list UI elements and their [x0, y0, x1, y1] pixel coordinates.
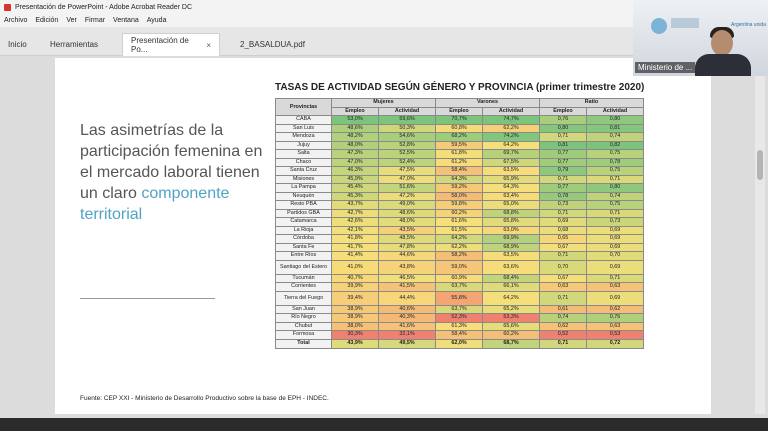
value-cell: 0,69 — [539, 218, 586, 227]
value-cell: 0,75 — [586, 201, 643, 210]
value-cell: 47,5% — [379, 167, 436, 176]
header-ratio-actividad: Actividad — [586, 107, 643, 116]
province-cell: Formosa — [276, 331, 332, 340]
tab-basaldua[interactable] — [232, 33, 313, 56]
participant-name: Ministerio de ... — [635, 62, 695, 73]
value-cell: 0,71 — [586, 274, 643, 283]
value-cell: 0,62 — [539, 322, 586, 331]
value-cell: 0,71 — [586, 175, 643, 184]
tab-presentacion[interactable] — [122, 33, 220, 56]
value-cell: 68,2% — [435, 133, 482, 142]
value-cell: 64,2% — [482, 141, 539, 150]
value-cell: 60,9% — [435, 274, 482, 283]
menu-archivo[interactable]: Archivo — [4, 17, 28, 24]
value-cell: 43,9% — [332, 339, 379, 348]
video-tile[interactable] — [633, 0, 768, 76]
value-cell: 60,8% — [435, 124, 482, 133]
value-cell: 43,8% — [379, 260, 436, 274]
header-mujeres-empleo: Empleo — [332, 107, 379, 116]
value-cell: 40,7% — [332, 274, 379, 283]
value-cell: 0,69 — [586, 235, 643, 244]
value-cell: 48,0% — [379, 218, 436, 227]
value-cell: 55,8% — [435, 291, 482, 305]
close-tab-icon[interactable]: × — [206, 40, 211, 50]
tab-presentacion-label: Presentación de Po... — [131, 36, 189, 54]
participant-body — [695, 54, 751, 76]
tab-basaldua-label: 2_BASALDUA.pdf — [240, 40, 305, 49]
value-cell: 0,65 — [539, 235, 586, 244]
value-cell: 52,5% — [379, 150, 436, 159]
value-cell: 0,52 — [539, 331, 586, 340]
value-cell: 0,82 — [586, 141, 643, 150]
value-cell: 0,62 — [586, 305, 643, 314]
value-cell: 61,5% — [435, 226, 482, 235]
value-cell: 68,7% — [482, 339, 539, 348]
province-cell: Santa Fe — [276, 243, 332, 252]
value-cell: 43,5% — [379, 226, 436, 235]
value-cell: 62,2% — [482, 124, 539, 133]
table-row — [276, 116, 644, 125]
value-cell: 61,3% — [435, 322, 482, 331]
value-cell: 0,78 — [586, 158, 643, 167]
value-cell: 42,7% — [332, 209, 379, 218]
org-label: Argentina unida — [731, 22, 767, 28]
value-cell: 45,9% — [332, 175, 379, 184]
value-cell: 0,67 — [539, 274, 586, 283]
value-cell: 63,7% — [435, 305, 482, 314]
activity-table — [275, 98, 644, 349]
table-row — [276, 184, 644, 193]
table-row — [276, 314, 644, 323]
header-varones: Varones — [435, 99, 539, 108]
value-cell: 64,3% — [482, 184, 539, 193]
province-cell: Neuquén — [276, 192, 332, 201]
value-cell: 63,7% — [435, 283, 482, 292]
value-cell: 30,3% — [332, 331, 379, 340]
value-cell: 74,2% — [482, 133, 539, 142]
participant-head — [711, 30, 733, 56]
value-cell: 49,0% — [379, 201, 436, 210]
value-cell: 65,2% — [482, 305, 539, 314]
header-provincias: Provincias — [276, 99, 332, 116]
province-cell: Córdoba — [276, 235, 332, 244]
value-cell: 0,73 — [539, 201, 586, 210]
province-cell: Partidos GBA — [276, 209, 332, 218]
value-cell: 59,2% — [435, 184, 482, 193]
value-cell: 0,77 — [539, 158, 586, 167]
value-cell: 45,4% — [332, 184, 379, 193]
value-cell: 58,4% — [435, 331, 482, 340]
value-cell: 41,0% — [332, 260, 379, 274]
value-cell: 0,73 — [586, 218, 643, 227]
menu-ventana[interactable]: Ventana — [113, 17, 139, 24]
value-cell: 47,2% — [379, 192, 436, 201]
value-cell: 41,7% — [332, 243, 379, 252]
value-cell: 46,5% — [379, 274, 436, 283]
province-cell: Jujuy — [276, 141, 332, 150]
value-cell: 41,8% — [332, 235, 379, 244]
value-cell: 44,4% — [379, 291, 436, 305]
value-cell: 42,6% — [332, 218, 379, 227]
value-cell: 50,3% — [379, 124, 436, 133]
menu-ver[interactable]: Ver — [66, 17, 77, 24]
slide-heading-main: Las asimetrías de la participación femenina en el mercado laboral tienen un claro — [80, 122, 263, 202]
slide-divider — [80, 298, 215, 299]
table-total-row — [276, 339, 644, 348]
value-cell: 0,70 — [586, 252, 643, 261]
zoom-watermark: zoom — [618, 370, 703, 408]
slide-heading-accent: componente territorial — [80, 185, 230, 223]
value-cell: 63,5% — [482, 167, 539, 176]
value-cell: 44,6% — [379, 252, 436, 261]
value-cell: 47,3% — [332, 150, 379, 159]
value-cell: 40,3% — [379, 314, 436, 323]
tab-herramientas-label: Herramientas — [50, 40, 99, 49]
value-cell: 59,6% — [379, 116, 436, 125]
value-cell: 52,3% — [435, 314, 482, 323]
value-cell: 0,80 — [586, 184, 643, 193]
value-cell: 0,78 — [539, 192, 586, 201]
table-row — [276, 260, 644, 274]
table-row — [276, 235, 644, 244]
value-cell: 0,72 — [586, 339, 643, 348]
header-mujeres: Mujeres — [332, 99, 436, 108]
value-cell: 38,0% — [332, 322, 379, 331]
value-cell: 64,2% — [482, 291, 539, 305]
table-row — [276, 150, 644, 159]
table-body — [276, 116, 644, 349]
value-cell: 61,6% — [435, 218, 482, 227]
value-cell: 0,69 — [586, 226, 643, 235]
province-cell: Chaco — [276, 158, 332, 167]
table-row — [276, 218, 644, 227]
value-cell: 32,1% — [379, 331, 436, 340]
value-cell: 0,76 — [539, 116, 586, 125]
value-cell: 51,6% — [379, 184, 436, 193]
value-cell: 68,4% — [482, 274, 539, 283]
value-cell: 48,6% — [379, 209, 436, 218]
value-cell: 60,2% — [482, 331, 539, 340]
value-cell: 0,61 — [539, 305, 586, 314]
province-cell: Catamarca — [276, 218, 332, 227]
value-cell: 0,69 — [586, 291, 643, 305]
scrollbar-thumb[interactable] — [757, 150, 763, 180]
value-cell: 38,9% — [332, 314, 379, 323]
value-cell: 0,70 — [539, 260, 586, 274]
value-cell: 58,4% — [435, 167, 482, 176]
value-cell: 65,0% — [482, 201, 539, 210]
value-cell: 58,2% — [435, 252, 482, 261]
table-title: TASAS DE ACTIVIDAD SEGÚN GÉNERO Y PROVINCIA (primer trimestre 2020) — [275, 82, 645, 93]
value-cell: 38,9% — [332, 305, 379, 314]
value-cell: 0,63 — [586, 283, 643, 292]
value-cell: 65,8% — [482, 218, 539, 227]
value-cell: 45,3% — [332, 192, 379, 201]
table-row — [276, 226, 644, 235]
tab-inicio-label: Inicio — [8, 40, 27, 49]
status-bar — [0, 418, 768, 431]
province-cell: San Juan — [276, 305, 332, 314]
province-cell: Salta — [276, 150, 332, 159]
acrobat-icon — [4, 4, 11, 11]
value-cell: 69,9% — [482, 235, 539, 244]
value-cell: 46,3% — [332, 167, 379, 176]
value-cell: 61,2% — [435, 158, 482, 167]
value-cell: 67,5% — [482, 158, 539, 167]
value-cell: 53,0% — [332, 116, 379, 125]
value-cell: 39,9% — [332, 283, 379, 292]
value-cell: 68,9% — [482, 243, 539, 252]
value-cell: 48,0% — [332, 141, 379, 150]
value-cell: 41,4% — [332, 252, 379, 261]
table-row — [276, 209, 644, 218]
table-row — [276, 283, 644, 292]
value-cell: 0,71 — [539, 291, 586, 305]
slide-heading — [80, 120, 265, 225]
value-cell: 47,0% — [379, 175, 436, 184]
header-varones-empleo: Empleo — [435, 107, 482, 116]
value-cell: 74,7% — [482, 116, 539, 125]
table-row — [276, 252, 644, 261]
table-row — [276, 141, 644, 150]
value-cell: 0,81 — [586, 124, 643, 133]
province-cell: Entre Ríos — [276, 252, 332, 261]
table-row — [276, 322, 644, 331]
tab-inicio[interactable] — [0, 33, 35, 56]
value-cell: 0,68 — [539, 226, 586, 235]
value-cell: 41,5% — [379, 283, 436, 292]
province-cell: Tucumán — [276, 274, 332, 283]
value-cell: 49,5% — [379, 339, 436, 348]
value-cell: 40,6% — [379, 305, 436, 314]
table-row — [276, 175, 644, 184]
province-cell: Chubut — [276, 322, 332, 331]
province-cell: La Pampa — [276, 184, 332, 193]
value-cell: 63,6% — [482, 260, 539, 274]
window-title: Presentación de PowerPoint - Adobe Acrobat Reader DC — [15, 3, 193, 11]
value-cell: 39,4% — [332, 291, 379, 305]
value-cell: 0,74 — [586, 133, 643, 142]
value-cell: 41,6% — [379, 322, 436, 331]
value-cell: 0,74 — [539, 314, 586, 323]
value-cell: 52,4% — [379, 158, 436, 167]
value-cell: 0,81 — [539, 141, 586, 150]
value-cell: 0,77 — [539, 150, 586, 159]
value-cell: 0,71 — [539, 175, 586, 184]
province-cell: Misiones — [276, 175, 332, 184]
table-row — [276, 243, 644, 252]
value-cell: 65,9% — [482, 175, 539, 184]
table-row — [276, 331, 644, 340]
value-cell: 63,5% — [482, 252, 539, 261]
value-cell: 0,71 — [539, 339, 586, 348]
value-cell: 43,7% — [332, 201, 379, 210]
value-cell: 0,76 — [586, 314, 643, 323]
header-mujeres-actividad: Actividad — [379, 107, 436, 116]
header-varones-actividad: Actividad — [482, 107, 539, 116]
value-cell: 68,8% — [482, 209, 539, 218]
menu-edicion[interactable]: Edición — [35, 17, 59, 24]
table-row — [276, 124, 644, 133]
source-note: Fuente: CEP XXI - Ministerio de Desarrollo Productivo sobre la base de EPH - INDEC. — [80, 395, 329, 402]
table-row — [276, 305, 644, 314]
value-cell: 62,0% — [435, 339, 482, 348]
tab-herramientas[interactable] — [42, 33, 106, 56]
value-cell: 64,3% — [435, 175, 482, 184]
ministry-logo-icon — [651, 18, 667, 34]
value-cell: 0,75 — [586, 150, 643, 159]
table-row — [276, 274, 644, 283]
value-cell: 48,2% — [332, 133, 379, 142]
value-cell: 0,80 — [586, 116, 643, 125]
value-cell: 0,80 — [539, 124, 586, 133]
table-row — [276, 192, 644, 201]
value-cell: 0,69 — [586, 243, 643, 252]
province-cell: Tierra del Fuego — [276, 291, 332, 305]
value-cell: 59,5% — [435, 141, 482, 150]
value-cell: 63,4% — [482, 192, 539, 201]
value-cell: 42,1% — [332, 226, 379, 235]
province-cell: San Luis — [276, 124, 332, 133]
province-cell: Corrientes — [276, 283, 332, 292]
value-cell: 0,71 — [539, 209, 586, 218]
header-ratio: Ratio — [539, 99, 643, 108]
value-cell: 59,8% — [435, 201, 482, 210]
value-cell: 47,0% — [332, 158, 379, 167]
value-cell: 61,8% — [435, 150, 482, 159]
province-cell: Resto PBA — [276, 201, 332, 210]
province-cell: Santiago del Estero — [276, 260, 332, 274]
value-cell: 69,7% — [482, 150, 539, 159]
value-cell: 54,6% — [379, 133, 436, 142]
value-cell: 0,63 — [586, 322, 643, 331]
value-cell: 0,53 — [586, 331, 643, 340]
value-cell: 0,77 — [539, 184, 586, 193]
province-cell: Río Negro — [276, 314, 332, 323]
province-cell: Total — [276, 339, 332, 348]
vertical-scrollbar[interactable] — [755, 58, 765, 414]
table-row — [276, 291, 644, 305]
ministry-logo-text — [671, 18, 699, 28]
table-row — [276, 167, 644, 176]
value-cell: 65,6% — [482, 322, 539, 331]
value-cell: 0,67 — [539, 243, 586, 252]
value-cell: 0,71 — [539, 252, 586, 261]
value-cell: 70,7% — [435, 116, 482, 125]
value-cell: 62,2% — [435, 243, 482, 252]
value-cell: 0,75 — [586, 167, 643, 176]
province-cell: La Rioja — [276, 226, 332, 235]
menu-ayuda[interactable]: Ayuda — [146, 17, 167, 24]
menu-firmar[interactable]: Firmar — [84, 17, 106, 24]
value-cell: 48,6% — [332, 124, 379, 133]
table-row — [276, 158, 644, 167]
header-ratio-empleo: Empleo — [539, 107, 586, 116]
value-cell: 0,63 — [539, 283, 586, 292]
value-cell: 0,71 — [539, 133, 586, 142]
value-cell: 0,69 — [586, 260, 643, 274]
province-cell: CABA — [276, 116, 332, 125]
value-cell: 66,1% — [482, 283, 539, 292]
value-cell: 48,5% — [379, 235, 436, 244]
value-cell: 58,0% — [435, 192, 482, 201]
province-cell: Santa Cruz — [276, 167, 332, 176]
value-cell: 53,3% — [482, 314, 539, 323]
value-cell: 59,0% — [435, 260, 482, 274]
value-cell: 0,74 — [586, 192, 643, 201]
value-cell: 47,8% — [379, 243, 436, 252]
value-cell: 60,2% — [435, 209, 482, 218]
table-row — [276, 133, 644, 142]
value-cell: 63,0% — [482, 226, 539, 235]
value-cell: 52,8% — [379, 141, 436, 150]
province-cell: Mendoza — [276, 133, 332, 142]
value-cell: 0,71 — [586, 209, 643, 218]
value-cell: 0,79 — [539, 167, 586, 176]
value-cell: 64,2% — [435, 235, 482, 244]
table-row — [276, 201, 644, 210]
